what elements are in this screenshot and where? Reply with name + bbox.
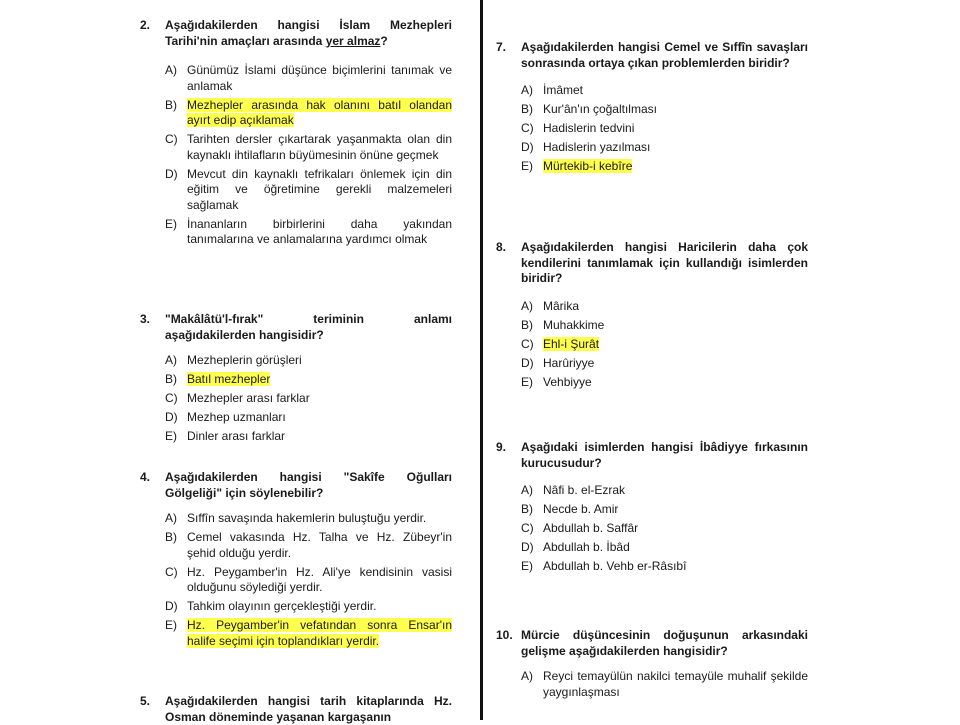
- option-d[interactable]: D) Abdullah b. İbâd: [521, 540, 630, 554]
- option-b[interactable]: B) Cemel vakasında Hz. Talha ve Hz. Zübeyr'in şehid olduğu yerdir.: [165, 530, 452, 560]
- question-number: 5.: [140, 694, 151, 708]
- question-number: 8.: [496, 240, 507, 254]
- option-c[interactable]: C) Abdullah b. Saffâr: [521, 521, 639, 535]
- option-e[interactable]: E) Mürtekib-i kebîre: [521, 159, 633, 173]
- question-4-stem: 4. Aşağıdakilerden hangisi "Sakîfe Oğulları Gölgeliği" için söylenebilir?: [140, 470, 452, 500]
- highlighted-answer: Hz. Peygamber'in vefatından sonra Ensar'ın halife seçimi için toplandıkları yerdir.: [187, 618, 452, 648]
- option-c[interactable]: C) Ehl-i Şurât: [521, 336, 600, 351]
- option-c[interactable]: C) Mezhepler arası farklar: [165, 391, 310, 405]
- option-b[interactable]: B) Batıl mezhepler: [165, 372, 271, 386]
- highlighted-answer: Mezhepler arasında hak olanını batıl olandan ayırt edip açıklamak: [187, 97, 452, 127]
- options-list: [521, 669, 808, 700]
- question-3: [140, 312, 452, 448]
- question-5: [140, 694, 452, 725]
- option-a[interactable]: A) İmâmet: [521, 83, 584, 97]
- question-number: 2.: [140, 18, 151, 32]
- highlighted-answer: Mürtekib-i kebîre: [543, 159, 633, 173]
- option-a[interactable]: A) Nâfi b. el-Ezrak: [521, 483, 626, 497]
- option-e[interactable]: E) Hz. Peygamber'in vefatından sonra Ensar'ın halife seçimi için toplandıkları yerdir.: [165, 618, 452, 648]
- question-9-stem: 9. Aşağıdaki isimlerden hangisi İbâdiyye fırkasının kurucusudur?: [496, 440, 808, 470]
- question-7: [496, 40, 808, 178]
- option-d[interactable]: D) Harûriyye: [521, 355, 595, 370]
- option-b[interactable]: B) Mezhepler arasında hak olanını batıl olandan ayırt edip açıklamak: [165, 97, 452, 127]
- question-number: 9.: [496, 440, 507, 454]
- option-e[interactable]: E) Dinler arası farklar: [165, 429, 286, 443]
- option-a[interactable]: A) Mezheplerin görüşleri: [165, 353, 302, 367]
- options-list: [165, 511, 452, 649]
- question-10: [496, 628, 808, 704]
- question-3-stem: 3. "Makâlâtü'l-fırak" teriminin anlamı aşağıdakilerden hangisidir?: [140, 312, 452, 342]
- question-7-stem: 7. Aşağıdakilerden hangisi Cemel ve Sıffîn savaşları sonrasında ortaya çıkan problemlerden biridir?: [496, 40, 808, 70]
- question-number: 10.: [496, 628, 513, 642]
- question-2: [140, 18, 452, 251]
- option-a[interactable]: A) Mârika: [521, 298, 580, 313]
- option-c[interactable]: C) Hz. Peygamber'in Hz. Ali'ye kendisinin vasisi olduğunu söylediği yerdir.: [165, 564, 452, 594]
- option-d[interactable]: D) Hadislerin yazılması: [521, 140, 651, 154]
- question-number: 7.: [496, 40, 507, 54]
- question-number: 3.: [140, 312, 151, 326]
- highlighted-answer: Ehl-i Şurât: [543, 336, 600, 351]
- option-d[interactable]: D) Mevcut din kaynaklı tefrikaları önlemek için din eğitim ve öğretimine gerekli malzemeleri sağlamak: [165, 166, 452, 212]
- question-2-stem: 2. Aşağıdakilerden hangisi İslam Mezhepleri Tarihi'nin amaçları arasında yer almaz?: [140, 18, 452, 48]
- question-8-stem: 8. Aşağıdakilerden hangisi Haricilerin daha çok kendilerini tanımlamak için kullandığı isimlerden biridir?: [496, 240, 808, 285]
- option-e[interactable]: E) İnananların birbirlerini daha yakından tanımalarına ve anlamalarına yardımcı olmak: [165, 216, 452, 246]
- options-list: [165, 63, 452, 248]
- question-8: [496, 240, 808, 394]
- option-d[interactable]: D) Mezhep uzmanları: [165, 410, 286, 424]
- option-b[interactable]: B) Kur'ân'ın çoğaltılması: [521, 102, 657, 116]
- option-c[interactable]: C) Hadislerin tedvini: [521, 121, 635, 135]
- options-list: [521, 83, 808, 175]
- option-e[interactable]: E) Vehbiyye: [521, 374, 592, 389]
- underlined-phrase: yer almaz: [325, 33, 381, 48]
- options-list: [521, 483, 808, 575]
- options-list: [521, 299, 808, 391]
- option-c[interactable]: C) Tarihten dersler çıkartarak yaşanmakta olan din kaynaklı ihtilafların büyümesinin önüne geçmek: [165, 132, 452, 162]
- column-divider: [480, 0, 483, 720]
- question-5-stem: 5. Aşağıdakilerden hangisi tarih kitaplarında Hz. Osman döneminde yaşanan kargaşanın: [140, 694, 452, 724]
- option-b[interactable]: B) Muhakkime: [521, 317, 605, 332]
- highlighted-answer: Batıl mezhepler: [187, 372, 271, 386]
- question-4: [140, 470, 452, 653]
- option-b[interactable]: B) Necde b. Amir: [521, 502, 619, 516]
- option-a[interactable]: A) Sıffîn savaşında hakemlerin buluştuğu yerdir.: [165, 511, 427, 525]
- option-a[interactable]: A) Reyci temayülün nakilci temayüle muhalif şekilde yaygınlaşması: [521, 669, 808, 699]
- option-a[interactable]: A) Günümüz İslami düşünce biçimlerini tanımak ve anlamak: [165, 63, 452, 93]
- option-d[interactable]: D) Tahkim olayının gerçekleştiği yerdir.: [165, 599, 377, 613]
- option-e[interactable]: E) Abdullah b. Vehb er-Râsıbî: [521, 559, 687, 573]
- question-10-stem: 10. Mürcie düşüncesinin doğuşunun arkasındaki gelişme aşağıdakilerden hangisidir?: [496, 628, 808, 658]
- question-9: [496, 440, 808, 578]
- options-list: [165, 353, 452, 445]
- question-number: 4.: [140, 470, 151, 484]
